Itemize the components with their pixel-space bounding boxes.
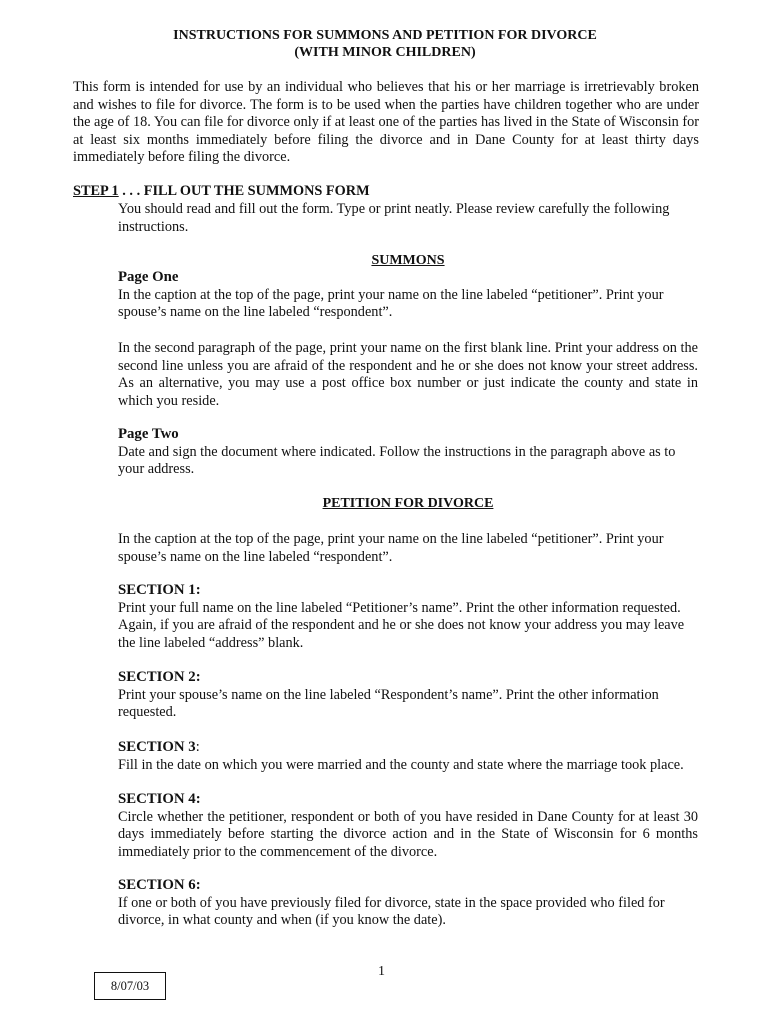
section-1-text: Print your full name on the line labeled “Petitioner’s name”. Print the other information requested. Again, if you are afraid of the respondent and he or she does not know your address you may leave the line labeled “address” blank. <box>118 599 685 651</box>
section-3 <box>118 739 698 774</box>
section-4-heading: SECTION 4: <box>118 791 201 807</box>
revision-date: 8/07/03 <box>110 978 150 993</box>
page-one-paragraph-2: In the second paragraph of the page, print your name on the first blank line. Print your address on the second line unless you are afraid of the respondent and he or she does not know your street address. As an alternative, you may use a post office box number or just indicate the county and state in which you reside. <box>118 340 698 409</box>
step-1-heading <box>73 183 699 201</box>
page-two-paragraph: Date and sign the document where indicated. Follow the instructions in the paragraph above as to your address. <box>118 443 676 478</box>
document-title <box>0 27 770 61</box>
section-1-heading: SECTION 1: <box>118 582 201 598</box>
section-2-heading: SECTION 2: <box>118 669 201 685</box>
intro-paragraph: This form is intended for use by an individual who believes that his or her marriage is irretrievably broken and wishes to file for divorce. The form is to be used when the parties have children together who are under the age of 18. You can file for divorce only if at least one of the parties has lived in the State of Wisconsin for at least six months immediately before filing the divorce and in Dane County for at least thirty days immediately before filing the divorce. <box>73 79 699 166</box>
step-1-label: STEP 1 <box>73 183 119 199</box>
page-one-paragraph-1: In the caption at the top of the page, print your name on the line labeled “petitioner”. Print your spouse’s name on the line labeled “respondent”. <box>118 286 664 321</box>
title-line-1: INSTRUCTIONS FOR SUMMONS AND PETITION FOR DIVORCE <box>173 28 597 43</box>
petition-caption-paragraph: In the caption at the top of the page, print your name on the line labeled “petitioner”. Print your spouse’s name on the line labeled “respondent”. <box>118 531 664 565</box>
section-2 <box>118 669 698 722</box>
section-6 <box>118 877 698 930</box>
section-1 <box>118 582 698 652</box>
step-1-text: You should read and fill out the form. Type or print neatly. Please review carefully the following instructions. <box>118 201 670 235</box>
revision-date-box <box>94 972 166 1000</box>
section-6-heading: SECTION 6: <box>118 877 201 893</box>
section-4 <box>118 791 698 861</box>
summons-page-two <box>118 426 698 479</box>
page-one-heading: Page One <box>118 269 179 285</box>
page-two-heading: Page Two <box>118 426 179 442</box>
section-3-heading: SECTION 3 <box>118 739 196 755</box>
summons-page-one <box>118 269 698 322</box>
step-1-title: . . . FILL OUT THE SUMMONS FORM <box>118 183 370 199</box>
summons-heading: SUMMONS <box>371 253 445 268</box>
petition-heading: PETITION FOR DIVORCE <box>322 496 494 511</box>
section-3-heading-colon: : <box>195 739 200 755</box>
page-number: 1 <box>378 964 385 979</box>
section-4-text: Circle whether the petitioner, respondent or both of you have resided in Dane County for at least 30 days immediately before starting the divorce action and in the State of Wisconsin for 6 months immediately prior to the commencement of the divorce. <box>118 808 698 860</box>
section-6-text: If one or both of you have previously filed for divorce, state in the space provided who filed for divorce, in what county and when (if you know the date). <box>118 894 665 929</box>
section-3-text: Fill in the date on which you were married and the county and state where the marriage took place. <box>118 756 684 773</box>
section-2-text: Print your spouse’s name on the line labeled “Respondent’s name”. Print the other information requested. <box>118 686 659 721</box>
title-line-2: (WITH MINOR CHILDREN) <box>294 45 476 60</box>
